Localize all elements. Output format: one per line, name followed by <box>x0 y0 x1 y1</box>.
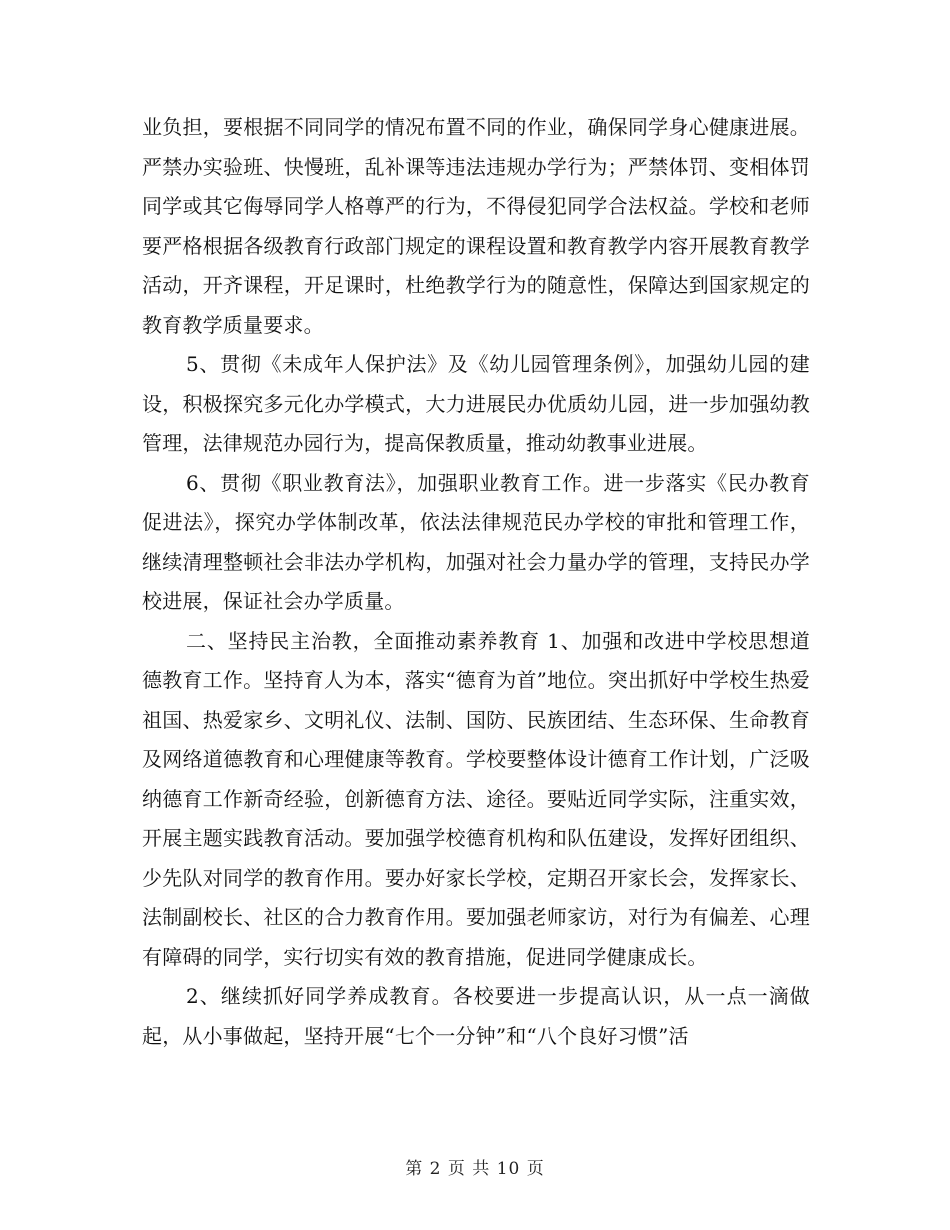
document-body <box>142 108 810 1056</box>
page-number-footer: 第 2 页 共 10 页 <box>405 1159 545 1179</box>
paragraph-4: 二、坚持民主治教，全面推动素养教育 1、加强和改进中学校思想道德教育工作。坚持育人为本，落实“德育为首”地位。突出抓好中学校生热爱祖国、热爱家乡、文明礼仪、法制、国防、民族团结、生态环保、生命教育及网络道德教育和心理健康等教育。学校要整体设计德育工作计划，广泛吸纳德育工作新奇经验，创新德育方法、途径。要贴近同学实际，注重实效，开展主题实践教育活动。要加强学校德育机构和队伍建设，发挥好团组织、少先队对同学的教育作用。要办好家长学校，定期召开家长会，发挥家长、法制副校长、社区的合力教育作用。要加强老师家访，对行为有偏差、心理有障碍的同学，实行切实有效的教育措施，促进同学健康成长。 <box>142 628 810 969</box>
paragraph-2: 5、贯彻《未成年人保护法》及《幼儿园管理条例》，加强幼儿园的建设，积极探究多元化办学模式，大力进展民办优质幼儿园，进一步加强幼教管理，法律规范办园行为，提高保教质量，推动幼教事业进展。 <box>142 352 810 455</box>
paragraph-3: 6、贯彻《职业教育法》，加强职业教育工作。进一步落实《民办教育促进法》，探究办学体制改革，依法法律规范民办学校的审批和管理工作，继续清理整顿社会非法办学机构，加强对社会力量办学的管理，支持民办学校进展，保证社会办学质量。 <box>142 470 810 613</box>
paragraph-5: 2、继续抓好同学养成教育。各校要进一步提高认识，从一点一滴做起，从小事做起，坚持开展“七个一分钟”和“八个良好习惯”活 <box>142 984 810 1048</box>
paragraph-1: 业负担，要根据不同同学的情况布置不同的作业，确保同学身心健康进展。严禁办实验班、快慢班，乱补课等违法违规办学行为；严禁体罚、变相体罚同学或其它侮辱同学人格尊严的行为，不得侵犯同学合法权益。学校和老师要严格根据各级教育行政部门规定的课程设置和教育教学内容开展教育教学活动，开齐课程，开足课时，杜绝教学行为的随意性，保障达到国家规定的教育教学质量要求。 <box>142 115 810 337</box>
